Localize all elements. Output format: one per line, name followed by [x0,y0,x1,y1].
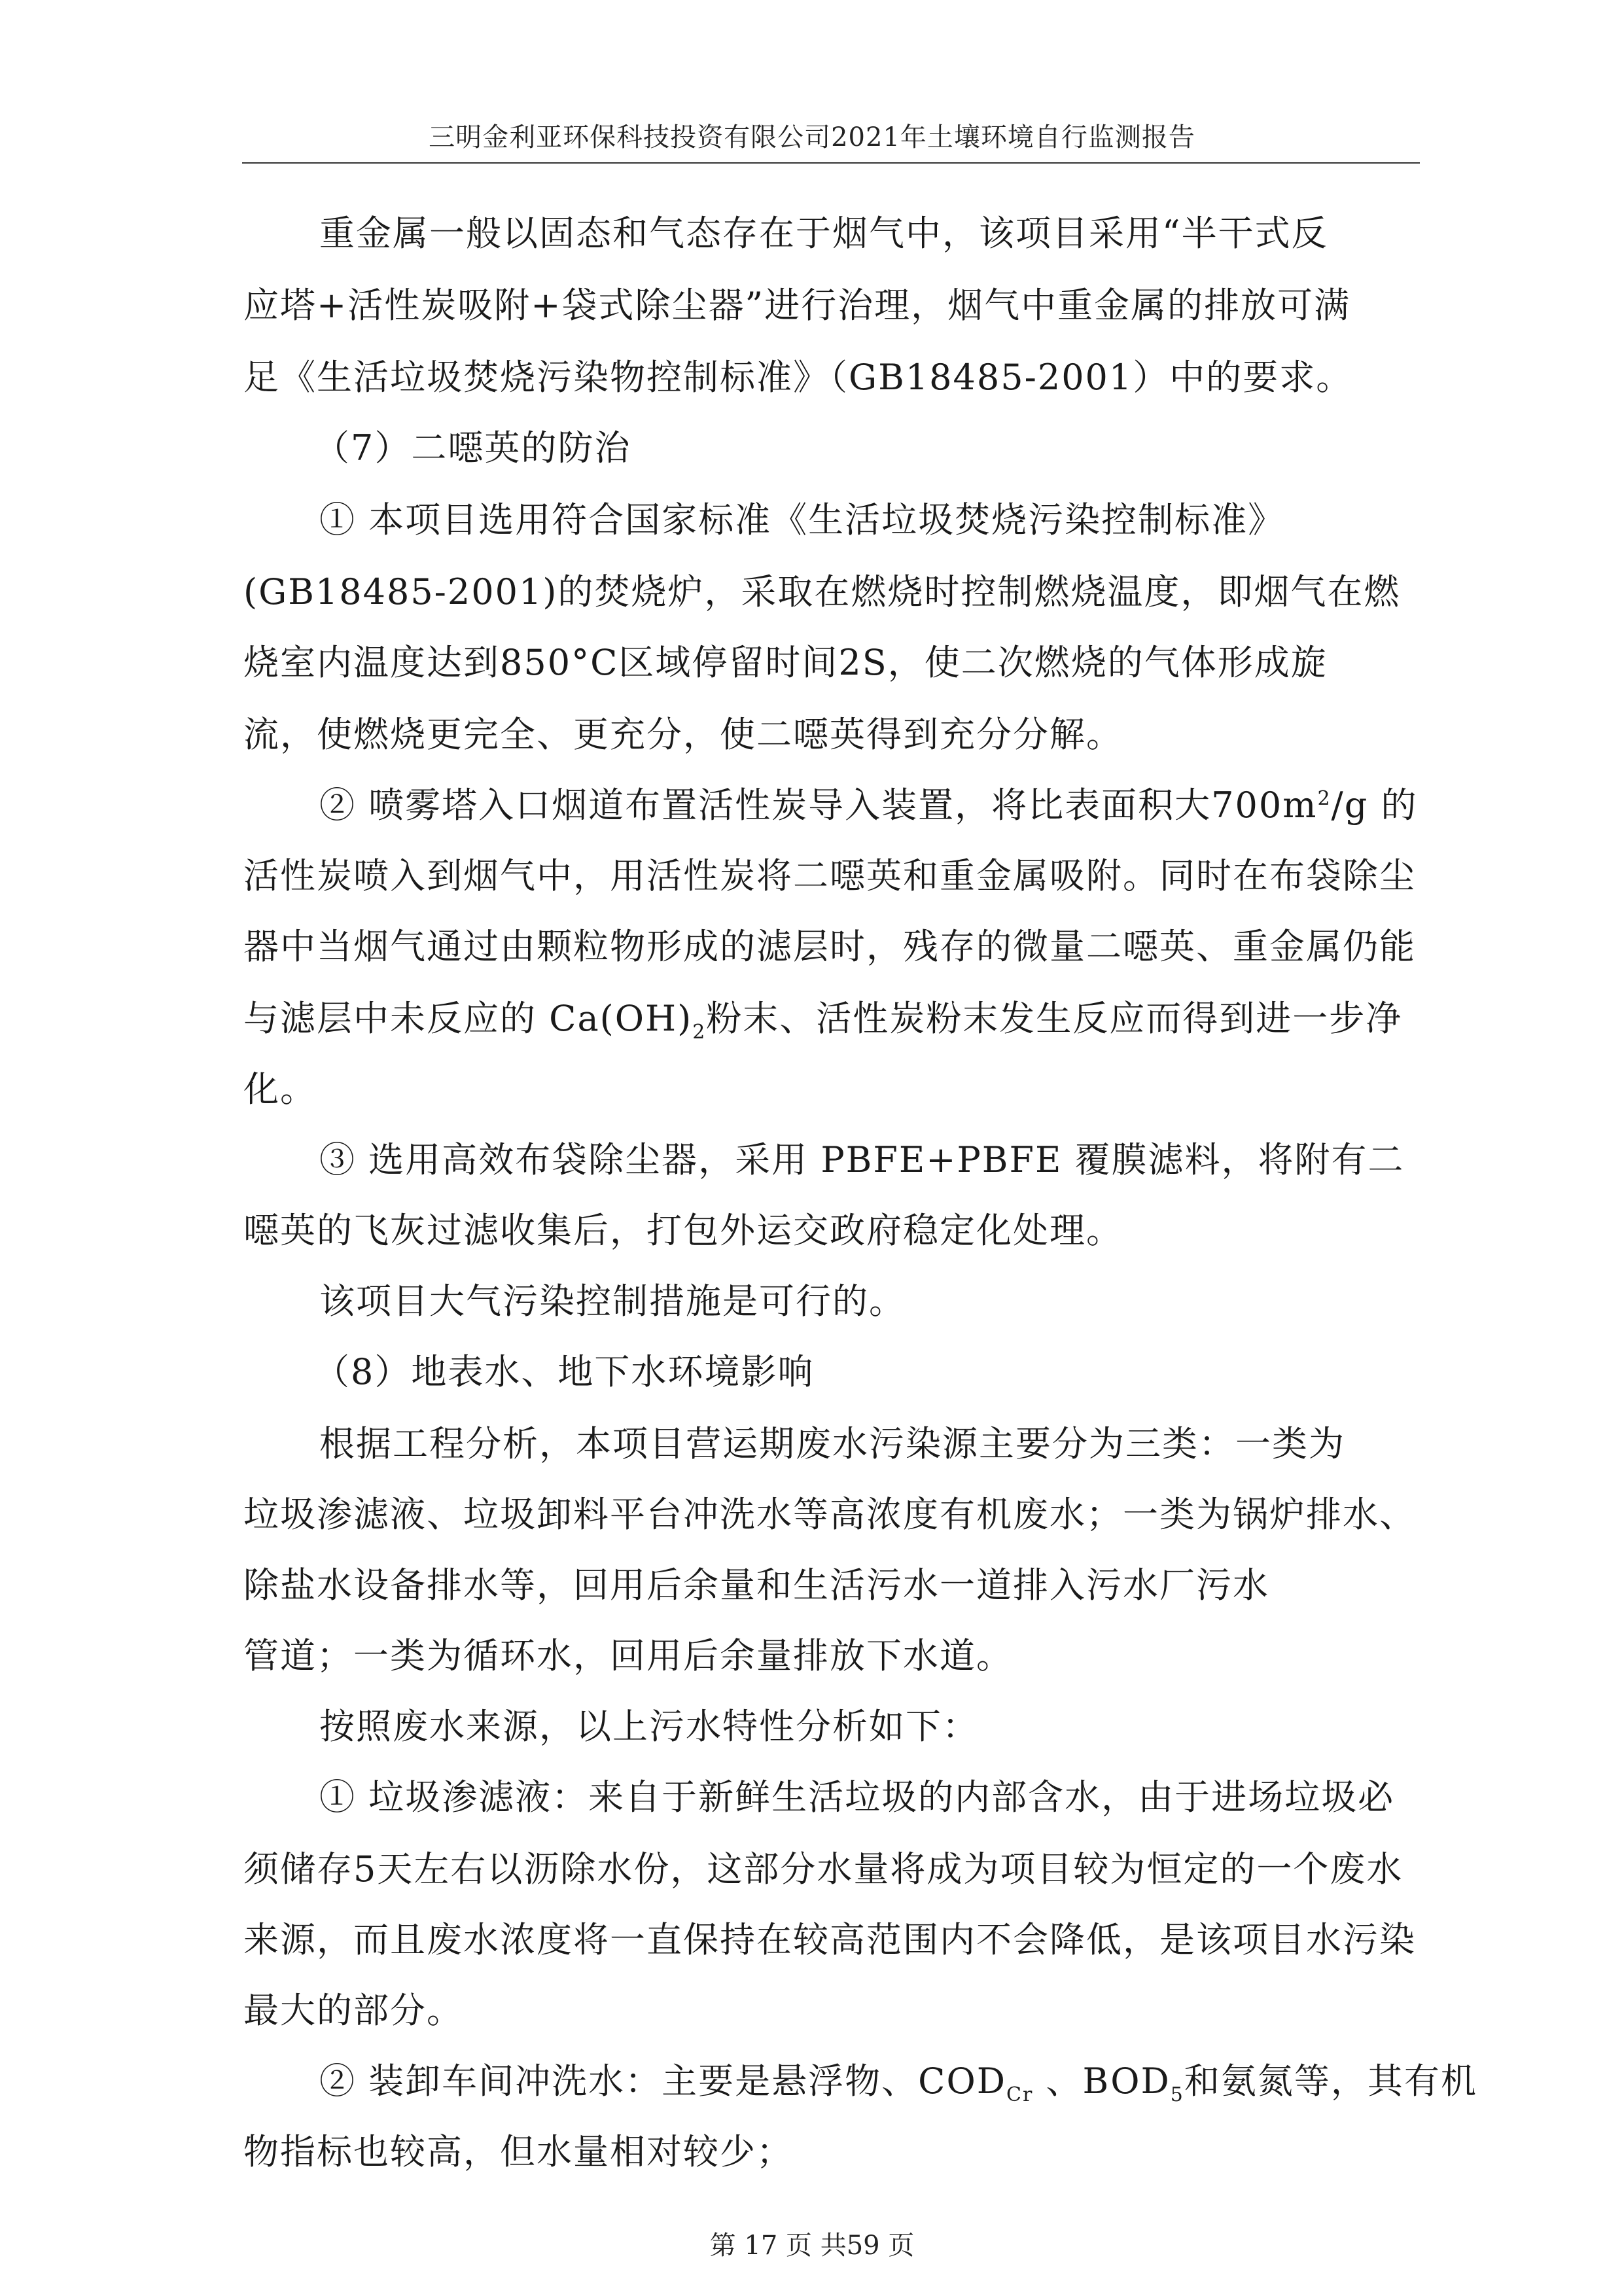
subscript: Cr [1006,2083,1034,2106]
body-line: 最大的部分。 [243,1990,463,2031]
section-heading: （7）二噁英的防治 [314,427,631,468]
body-line [319,2060,1477,2106]
body-line: 重金属一般以固态和气态存在于烟气中，该项目采用“半干式反 [319,213,1328,254]
text-run: 粉末、活性炭粉末发生反应而得到进一步净 [706,998,1403,1039]
text-run: ② 装卸车间冲洗水：主要是悬浮物、COD [319,2060,1007,2102]
body-line: 流，使燃烧更完全、更充分，使二噁英得到充分分解。 [243,714,1123,755]
text-run: ② 喷雾塔入口烟道布置活性炭导入装置，将比表面积大700m [319,785,1318,826]
section-heading: （8）地表水、地下水环境影响 [314,1351,815,1392]
body-line: 按照废水来源，以上污水特性分析如下： [319,1706,979,1747]
body-line: ③ 选用高效布袋除尘器，采用 PBFE+PBFE 覆膜滤料，将附有二 [319,1139,1405,1180]
body-line: 物指标也较高，但水量相对较少； [243,2131,793,2172]
body-line: 除盐水设备排水等，回用后余量和生活污水一道排入污水厂污水 [243,1564,1269,1606]
body-line: 须储存5天左右以沥除水份，这部分水量将成为项目较为恒定的一个废水 [243,1848,1403,1890]
text-run: 、BOD [1033,2060,1171,2102]
subscript: 2 [692,1020,707,1044]
body-line: 化。 [243,1069,317,1110]
body-line: 噁英的飞灰过滤收集后，打包外运交政府稳定化处理。 [243,1210,1123,1251]
page-footer: 第 17 页 共59 页 [709,2231,915,2261]
body-line: 该项目大气污染控制措施是可行的。 [319,1280,906,1322]
text-run: 与滤层中未反应的 Ca(OH) [243,998,693,1039]
text-run: /g 的 [1331,785,1418,826]
body-line: 活性炭喷入到烟气中，用活性炭将二噁英和重金属吸附。同时在布袋除尘 [243,855,1416,896]
body-line: ① 本项目选用符合国家标准《生活垃圾焚烧污染控制标准》 [319,499,1285,540]
body-line: 根据工程分析，本项目营运期废水污染源主要分为三类：一类为 [319,1423,1345,1464]
body-line: (GB18485-2001)的焚烧炉，采取在燃烧时控制燃烧温度，即烟气在燃 [243,571,1401,612]
body-line: 足《生活垃圾焚烧污染物控制标准》（GB18485-2001）中的要求。 [243,357,1353,398]
body-line [243,998,1403,1044]
body-line: 管道；一类为循环水，回用后余量排放下水道。 [243,1635,1013,1676]
text-run: 和氨氮等，其有机 [1184,2060,1477,2102]
page-header: 三明金利亚环保科技投资有限公司2021年土壤环境自行监测报告 [429,122,1195,152]
body-line: 器中当烟气通过由颗粒物形成的滤层时，残存的微量二噁英、重金属仍能 [243,926,1416,967]
body-line: 垃圾渗滤液、垃圾卸料平台冲洗水等高浓度有机废水；一类为锅炉排水、 [243,1494,1416,1535]
body-line: 来源，而且废水浓度将一直保持在较高范围内不会降低，是该项目水污染 [243,1919,1416,1960]
body-line: 应塔+活性炭吸附+袋式除尘器”进行治理，烟气中重金属的排放可满 [243,285,1351,326]
subscript: 5 [1170,2083,1184,2106]
superscript: 2 [1317,787,1332,810]
body-line: ① 垃圾渗滤液：来自于新鲜生活垃圾的内部含水，由于进场垃圾必 [319,1776,1395,1818]
body-line: 烧室内温度达到850°C区域停留时间2S，使二次燃烧的气体形成旋 [243,642,1328,683]
body-line [319,785,1418,826]
header-divider [242,162,1420,164]
